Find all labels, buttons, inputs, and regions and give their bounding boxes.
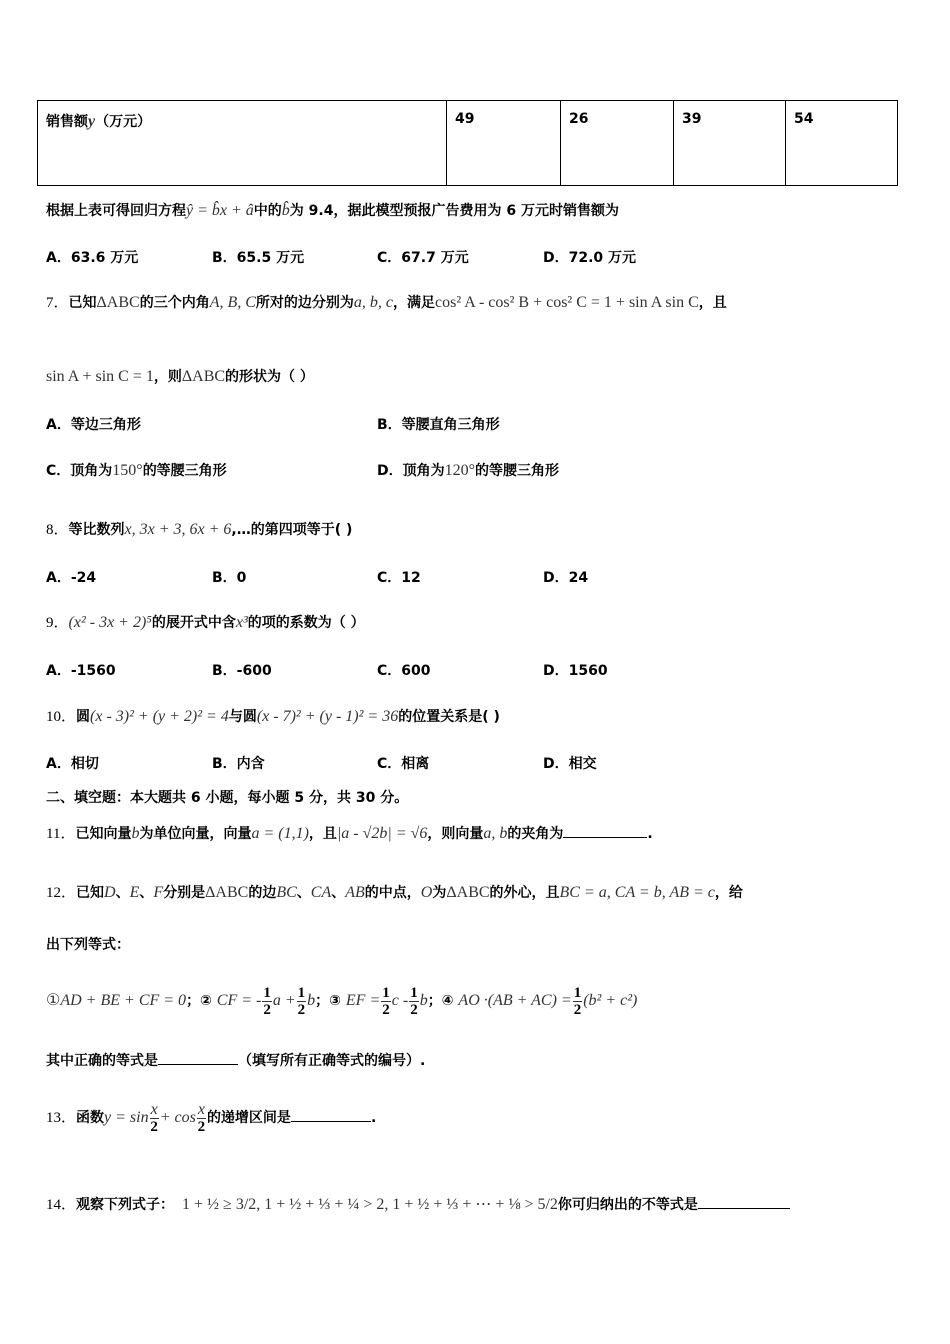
q12-text: 已知 (76, 885, 105, 901)
q7-option-c-pre: C．顶角为 (46, 463, 113, 479)
q10-text: 与圆 (228, 709, 257, 725)
q12-eq-3b: c - (391, 992, 409, 1009)
q11-text: ，且 (308, 826, 337, 842)
q6-equation: ŷ = b̂x + â (186, 202, 254, 219)
q10-option-a: A．相切 (46, 756, 99, 772)
q12-eq-2: CF = - (216, 992, 262, 1009)
q7-stem (46, 292, 727, 314)
q12-text: 、 (115, 885, 130, 901)
q12-question (46, 1050, 425, 1072)
q9-math: (x² - 3x + 2)⁵ (68, 614, 152, 631)
q7-option-c-angle: 150° (112, 462, 143, 479)
q7-option-b: B．等腰直角三角形 (377, 417, 500, 433)
fraction-half (573, 985, 583, 1018)
fraction-half (381, 985, 391, 1018)
q11-text: 已知向量 (75, 826, 132, 842)
q13-text: . (370, 1110, 377, 1126)
q7-option-d-pre: D．顶角为 (377, 463, 445, 479)
q12-math: O (420, 884, 433, 901)
q7-math: ΔABC (96, 294, 140, 311)
q8-option-d: D．24 (543, 570, 589, 586)
q7-number: 7． (46, 295, 69, 311)
q7-math: ΔABC (181, 368, 226, 385)
frac-num: 1 (410, 984, 418, 1001)
value-cell-4 (786, 101, 898, 186)
q12-math: F (153, 884, 164, 901)
q12-text: 的外心，且 (489, 885, 560, 901)
q12-sep: ；④ (427, 993, 454, 1009)
q6-option-b: B．65.5 万元 (212, 250, 305, 266)
q12-text: 分别是 (163, 885, 206, 901)
row-label: 销售额 (46, 114, 88, 130)
frac-den: 2 (382, 1001, 390, 1018)
q14-text: 观察下列式子： (76, 1197, 175, 1213)
row-var: y (88, 113, 96, 130)
q12-eq-2c: b (307, 992, 316, 1009)
answer-blank[interactable] (291, 1107, 371, 1122)
q9-number: 9． (46, 615, 69, 631)
sales-table (37, 100, 898, 186)
frac-num: x (150, 1100, 158, 1118)
q12-math: BC = a, CA = b, AB = c (559, 884, 715, 901)
q7-text: 的形状为（ ） (225, 369, 314, 385)
q12-text: 、 (331, 885, 346, 901)
q12-eq-4b: (b² + c²) (583, 992, 638, 1009)
answer-blank[interactable] (698, 1194, 790, 1209)
q10-math: (x - 7)² + (y - 1)² = 36 (256, 708, 399, 725)
q7-option-c-post: 的等腰三角形 (142, 463, 227, 479)
q7-option-d (377, 460, 559, 482)
frac-den: 2 (410, 1001, 418, 1018)
q12-eq-2b: a + (272, 992, 296, 1009)
row-unit: （万元） (95, 114, 152, 130)
value-cell-1 (447, 101, 561, 186)
q10-text: 圆 (76, 709, 91, 725)
fraction-half (297, 985, 307, 1018)
q7-stem-line2 (46, 366, 314, 388)
frac-num: 1 (297, 984, 306, 1001)
fraction-x-2 (197, 1102, 206, 1135)
q6-option-d: D．72.0 万元 (543, 250, 637, 266)
q12-eq-4: AO ·(AB + AC) = (458, 992, 572, 1009)
q13-math: + cos (159, 1109, 196, 1126)
q12-text: 、 (139, 885, 154, 901)
q10-math: (x - 3)² + (y + 2)² = 4 (90, 708, 229, 725)
q11-text: ，则向量 (427, 826, 484, 842)
q6-option-a: A．63.6 万元 (46, 250, 139, 266)
q13-math: y = sin (104, 1109, 149, 1126)
frac-den: 2 (573, 1001, 582, 1018)
q9-math: x³ (235, 614, 248, 631)
q10-text: 的位置关系是( ) (398, 709, 500, 725)
fraction-half (262, 985, 272, 1018)
frac-num: 1 (382, 984, 390, 1001)
q12-math: ΔABC (446, 884, 490, 901)
q7-math: A, B, C (209, 294, 256, 311)
frac-den: 2 (150, 1118, 158, 1135)
q7-option-d-post: 的等腰三角形 (475, 463, 560, 479)
value-cell-3 (674, 101, 786, 186)
q12-text: 的中点， (364, 885, 421, 901)
q12-math: BC (276, 884, 297, 901)
q10-option-b: B．内含 (212, 756, 265, 772)
q12-text: 、 (296, 885, 311, 901)
q12-text: ，给 (714, 885, 743, 901)
q14-text: 你可归纳出的不等式是 (557, 1197, 698, 1213)
q7-text: 已知 (68, 295, 97, 311)
q7-option-c (46, 460, 227, 482)
q11-math: a, b (483, 825, 508, 842)
q12-circled-1: ① (46, 992, 61, 1009)
q7-option-d-angle: 120° (444, 462, 476, 479)
q8-text: 等比数列 (68, 522, 125, 538)
q13-number: 13． (46, 1110, 77, 1126)
q12-sep: ；③ (315, 993, 342, 1009)
q12-math: ΔABC (205, 884, 249, 901)
q12-math: AB (345, 884, 365, 901)
section-heading: 二、填空题：本大题共 6 小题，每小题 5 分，共 30 分。 (46, 790, 409, 806)
row-label-cell (38, 101, 447, 186)
q8-number: 8． (46, 522, 69, 538)
q6-text-2: 中的 (253, 203, 282, 219)
q8-math: x, 3x + 3, 6x + 6 (124, 521, 232, 538)
q13-text: 的递增区间是 (206, 1110, 291, 1126)
q6-bhat: b̂ (281, 202, 290, 219)
q11-text: 为单位向量，向量 (139, 826, 252, 842)
q10-option-d: D．相交 (543, 756, 597, 772)
frac-num: 1 (263, 984, 271, 1001)
q14-stem (46, 1190, 790, 1220)
q12-math: D (104, 884, 116, 901)
answer-blank[interactable] (158, 1050, 238, 1065)
q9-option-d: D．1560 (543, 663, 608, 679)
q8-text: ,…的第四项等于( ) (231, 522, 353, 538)
q7-option-a: A．等边三角形 (46, 417, 141, 433)
q6-option-c: C．67.7 万元 (377, 250, 469, 266)
q11-math: a = (1,1) (251, 825, 309, 842)
q14-number: 14． (46, 1197, 77, 1213)
q12-stem-line2: 出下列等式： (46, 937, 130, 953)
q11-stem (46, 823, 653, 845)
q13-text: 函数 (76, 1110, 105, 1126)
answer-blank[interactable] (563, 823, 647, 838)
value-2: 26 (569, 111, 589, 127)
frac-den: 2 (197, 1118, 206, 1135)
q12-math: CA (310, 884, 332, 901)
q8-stem (46, 519, 352, 541)
q7-text: ，则 (153, 369, 182, 385)
value-3: 39 (682, 111, 702, 127)
q11-math: b (131, 825, 140, 842)
q12-eq-3c: b (419, 992, 428, 1009)
table-row (38, 101, 898, 186)
fraction-half (409, 985, 419, 1018)
q10-number: 10． (46, 709, 77, 725)
q9-option-a: A．-1560 (46, 663, 116, 679)
q11-text: 的夹角为 (507, 826, 564, 842)
q7-math: a, b, c (353, 294, 394, 311)
fraction-x-2 (150, 1102, 159, 1135)
q12-number: 12． (46, 885, 77, 901)
q8-option-c: C．12 (377, 570, 421, 586)
q6-text-3: 为 9.4，据此模型预报广告费用为 6 万元时销售额为 (289, 203, 619, 219)
q6-stem (46, 200, 619, 222)
frac-den: 2 (297, 1001, 306, 1018)
q12-text: 的边 (248, 885, 277, 901)
q12-math: E (129, 884, 140, 901)
q9-option-b: B．-600 (212, 663, 272, 679)
frac-num: x (197, 1100, 205, 1118)
q7-text: ，且 (698, 295, 727, 311)
q12-equations (46, 984, 637, 1018)
q7-text: 所对的边分别为 (255, 295, 354, 311)
q9-text: 的项的系数为（ ） (247, 615, 365, 631)
value-1: 49 (455, 111, 475, 127)
q9-text: 的展开式中含 (151, 615, 236, 631)
frac-num: 1 (573, 984, 582, 1001)
q6-text-1: 根据上表可得回归方程 (46, 203, 186, 219)
q12-eq-3: EF = (345, 992, 381, 1009)
q10-stem (46, 706, 500, 728)
q12-text: （填写所有正确等式的编号）. (238, 1053, 426, 1069)
q12-eq-1: AD + BE + CF = 0 (60, 992, 187, 1009)
q8-option-b: B．0 (212, 570, 247, 586)
frac-den: 2 (263, 1001, 271, 1018)
q7-text: ，满足 (393, 295, 436, 311)
q12-text: 为 (432, 885, 447, 901)
q14-math: 1 + ½ ≥ 3/2, 1 + ½ + ⅓ + ¼ > 2, 1 + ½ + ⅓ + ⋯ + ⅛ > 5/2 (182, 1196, 558, 1213)
q9-option-c: C．600 (377, 663, 431, 679)
q12-sep: ；② (186, 993, 212, 1009)
q9-stem (46, 612, 365, 634)
q12-stem (46, 882, 743, 904)
value-cell-2 (561, 101, 674, 186)
q10-option-c: C．相离 (377, 756, 430, 772)
q7-math: cos² A - cos² B + cos² C = 1 + sin A sin C (435, 294, 699, 311)
q11-number: 11． (46, 826, 76, 842)
q12-text: 其中正确的等式是 (46, 1053, 158, 1069)
q7-math: sin A + sin C = 1 (46, 368, 154, 385)
q8-option-a: A．-24 (46, 570, 97, 586)
q13-stem (46, 1100, 376, 1136)
q11-text: . (647, 826, 653, 842)
value-4: 54 (794, 111, 814, 127)
q11-math: |a - √2b| = √6 (336, 825, 428, 842)
q7-text: 的三个内角 (139, 295, 210, 311)
